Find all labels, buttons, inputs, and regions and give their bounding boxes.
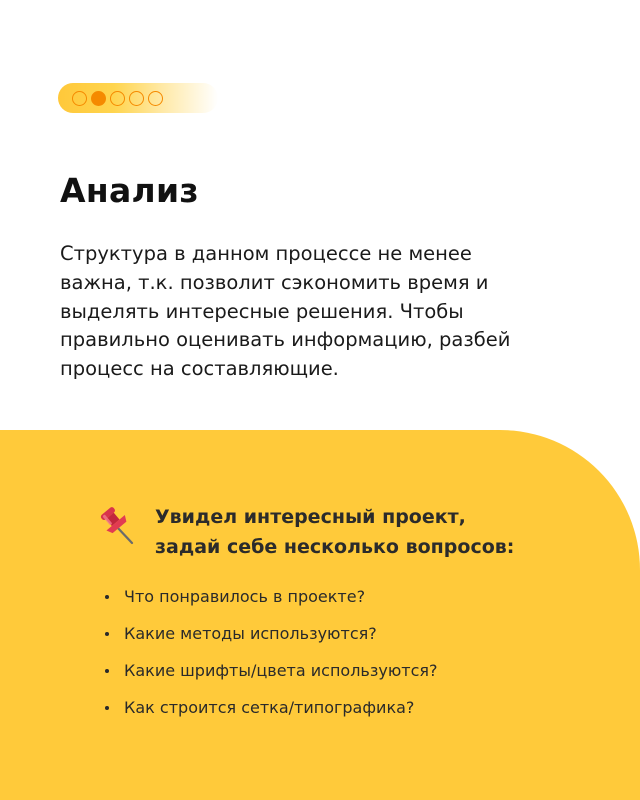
page-title: Анализ [60, 171, 199, 210]
paragraph-line: Структура в данном процессе не менее [60, 242, 472, 265]
question-text: Какие шрифты/цвета используются? [124, 661, 438, 680]
question-text: Что понравилось в проекте? [124, 587, 366, 606]
paragraph-line: выделять интересные решения. Чтобы [60, 299, 464, 323]
paragraph-line: важна, т.к. позволит сэкономить время и [60, 270, 489, 294]
questions-list [105, 578, 438, 726]
list-item [105, 689, 438, 726]
pager-dot-active[interactable] [91, 91, 106, 106]
pager-dot[interactable] [110, 91, 125, 106]
pager-dot[interactable] [129, 91, 144, 106]
list-item [105, 652, 438, 689]
callout-line: Увидел интересный проект, [155, 506, 466, 528]
question-text: Как строится сетка/типографика? [124, 698, 415, 717]
carousel-pager [58, 83, 218, 113]
paragraph-line: правильно оценивать информацию, разбей [60, 328, 511, 352]
question-text: Какие методы используются? [124, 624, 377, 643]
intro-paragraph [60, 240, 590, 384]
bullet-icon [105, 595, 109, 599]
bullet-icon [105, 669, 109, 673]
list-item [105, 615, 438, 652]
callout-heading [155, 502, 514, 562]
paragraph-line: процесс на составляющие. [60, 357, 339, 381]
callout-line: задай себе несколько вопросов: [155, 536, 515, 558]
pushpin-icon [98, 505, 138, 545]
pager-dot[interactable] [148, 91, 163, 106]
list-item [105, 578, 438, 615]
bullet-icon [105, 706, 109, 710]
pager-dot[interactable] [72, 91, 87, 106]
bullet-icon [105, 632, 109, 636]
